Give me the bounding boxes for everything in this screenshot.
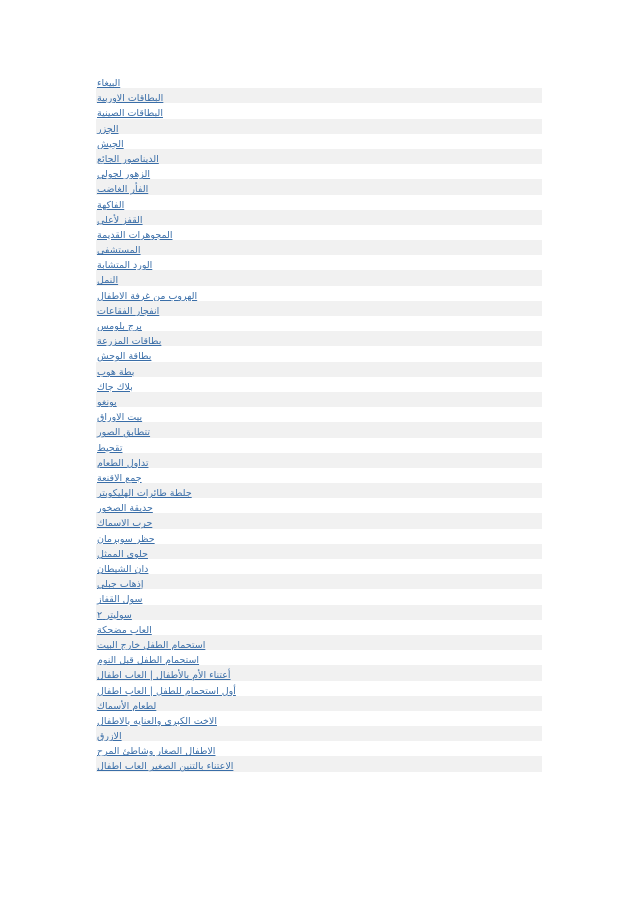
list-item <box>96 179 542 194</box>
link-list <box>96 73 542 772</box>
game-link[interactable]: إذهاب جبلي <box>97 579 144 590</box>
game-link[interactable]: استحمام الطفل خارج البيت <box>97 639 206 651</box>
list-item <box>96 407 542 422</box>
list-item <box>96 544 542 559</box>
game-link[interactable]: العاب مضحكة <box>97 624 152 635</box>
game-link[interactable]: بطة هوب <box>97 366 135 377</box>
game-link[interactable]: بيت الاوراق <box>97 412 143 423</box>
game-link[interactable]: برج بلومس <box>97 321 142 332</box>
game-link[interactable]: الاعتناء بالتنين الصغير العاب اطفال <box>97 761 234 772</box>
list-item <box>96 574 542 589</box>
list-item <box>96 498 542 513</box>
game-link[interactable]: استحمام الطفل قبل النوم <box>97 655 200 666</box>
game-link[interactable]: بونغو <box>97 396 117 408</box>
list-item <box>96 589 542 604</box>
list-item <box>96 286 542 301</box>
list-item <box>96 438 542 453</box>
list-item <box>96 301 542 316</box>
game-link[interactable]: المستشفى <box>97 245 141 256</box>
list-item <box>96 210 542 225</box>
game-link[interactable]: جمع الاقنعة <box>97 472 142 484</box>
game-link[interactable]: تقحيط <box>97 442 123 453</box>
game-link[interactable]: المجوهرات القديمة <box>97 229 173 241</box>
game-link[interactable]: حلوى الممثل <box>97 548 148 559</box>
game-link[interactable]: انفجار الفقاعات <box>97 305 160 316</box>
list-item <box>96 195 542 210</box>
game-link[interactable]: حرب الاسماك <box>97 518 153 529</box>
list-item <box>96 377 542 392</box>
list-item <box>96 88 542 103</box>
game-link[interactable]: بطاقات المزرعة <box>97 336 162 347</box>
game-link[interactable]: حظر سوبرمان <box>97 533 155 544</box>
game-link[interactable]: جلطة طائرات الهليكوبتر <box>97 488 192 499</box>
game-link[interactable]: النمل <box>97 275 119 286</box>
game-link[interactable]: سول القفاز <box>97 594 143 605</box>
game-link[interactable]: الزهور لجولي <box>97 169 151 180</box>
list-item <box>96 392 542 407</box>
game-link[interactable]: تتطابق الصور <box>97 427 151 438</box>
list-item <box>96 468 542 483</box>
list-item <box>96 726 542 741</box>
list-item <box>96 73 542 88</box>
list-item <box>96 362 542 377</box>
list-item <box>96 681 542 696</box>
list-item <box>96 119 542 134</box>
game-link[interactable]: الورد المتشابة <box>97 260 153 271</box>
list-item <box>96 346 542 361</box>
list-item <box>96 134 542 149</box>
game-link[interactable]: البطاقات الصينية <box>97 108 163 119</box>
game-link[interactable]: حديقة الصخور <box>97 503 153 514</box>
list-item <box>96 665 542 680</box>
list-item <box>96 635 542 650</box>
game-link[interactable]: الاخت الكبرى والعنايه بالاطفال <box>97 715 217 727</box>
game-link[interactable]: البيغاء <box>97 78 121 89</box>
game-link[interactable]: لطعام الأسماك <box>97 700 157 711</box>
list-item <box>96 331 542 346</box>
list-item <box>96 422 542 437</box>
list-item <box>96 225 542 240</box>
list-item <box>96 164 542 179</box>
list-item <box>96 696 542 711</box>
game-link[interactable]: البطاقات الاوربية <box>97 93 164 104</box>
game-link[interactable]: تداول الطعام <box>97 457 149 468</box>
list-item <box>96 650 542 665</box>
list-item <box>96 711 542 726</box>
list-item <box>96 149 542 164</box>
list-item <box>96 255 542 270</box>
list-item <box>96 453 542 468</box>
game-link[interactable]: بلاك جاك <box>97 381 133 392</box>
list-item <box>96 559 542 574</box>
game-link[interactable]: الفأر الغاضب <box>97 184 149 195</box>
list-item <box>96 270 542 285</box>
list-item <box>96 741 542 756</box>
list-item <box>96 529 542 544</box>
game-link[interactable]: الازرق <box>97 731 122 742</box>
game-link[interactable]: الجيش <box>97 138 124 149</box>
game-link[interactable]: الهروب من غرفة الاطفال <box>97 290 198 301</box>
game-link[interactable]: الديناصور الجائع <box>97 153 159 165</box>
list-item <box>96 316 542 331</box>
game-link[interactable]: أول استحمام للطفل | العاب اطفال <box>97 685 236 696</box>
game-link[interactable]: القفز لأعلى <box>97 214 143 225</box>
list-item <box>96 605 542 620</box>
list-item <box>96 620 542 635</box>
game-link[interactable]: الاطفال الصغار وشاطئ المرح <box>97 746 216 757</box>
list-item <box>96 513 542 528</box>
game-link[interactable]: الفاكهة <box>97 199 125 210</box>
list-item <box>96 483 542 498</box>
list-item <box>96 240 542 255</box>
game-link[interactable]: أعتناء الأم بالأطفال | العاب اطفال <box>97 670 231 681</box>
game-link[interactable]: دان الشيطان <box>97 564 149 575</box>
game-link[interactable]: بطاقة الوحش <box>97 351 152 362</box>
game-link[interactable]: سوليتر ٢ <box>97 609 132 620</box>
game-link[interactable]: الجزر <box>97 123 119 134</box>
list-item <box>96 103 542 118</box>
list-item <box>96 756 542 771</box>
